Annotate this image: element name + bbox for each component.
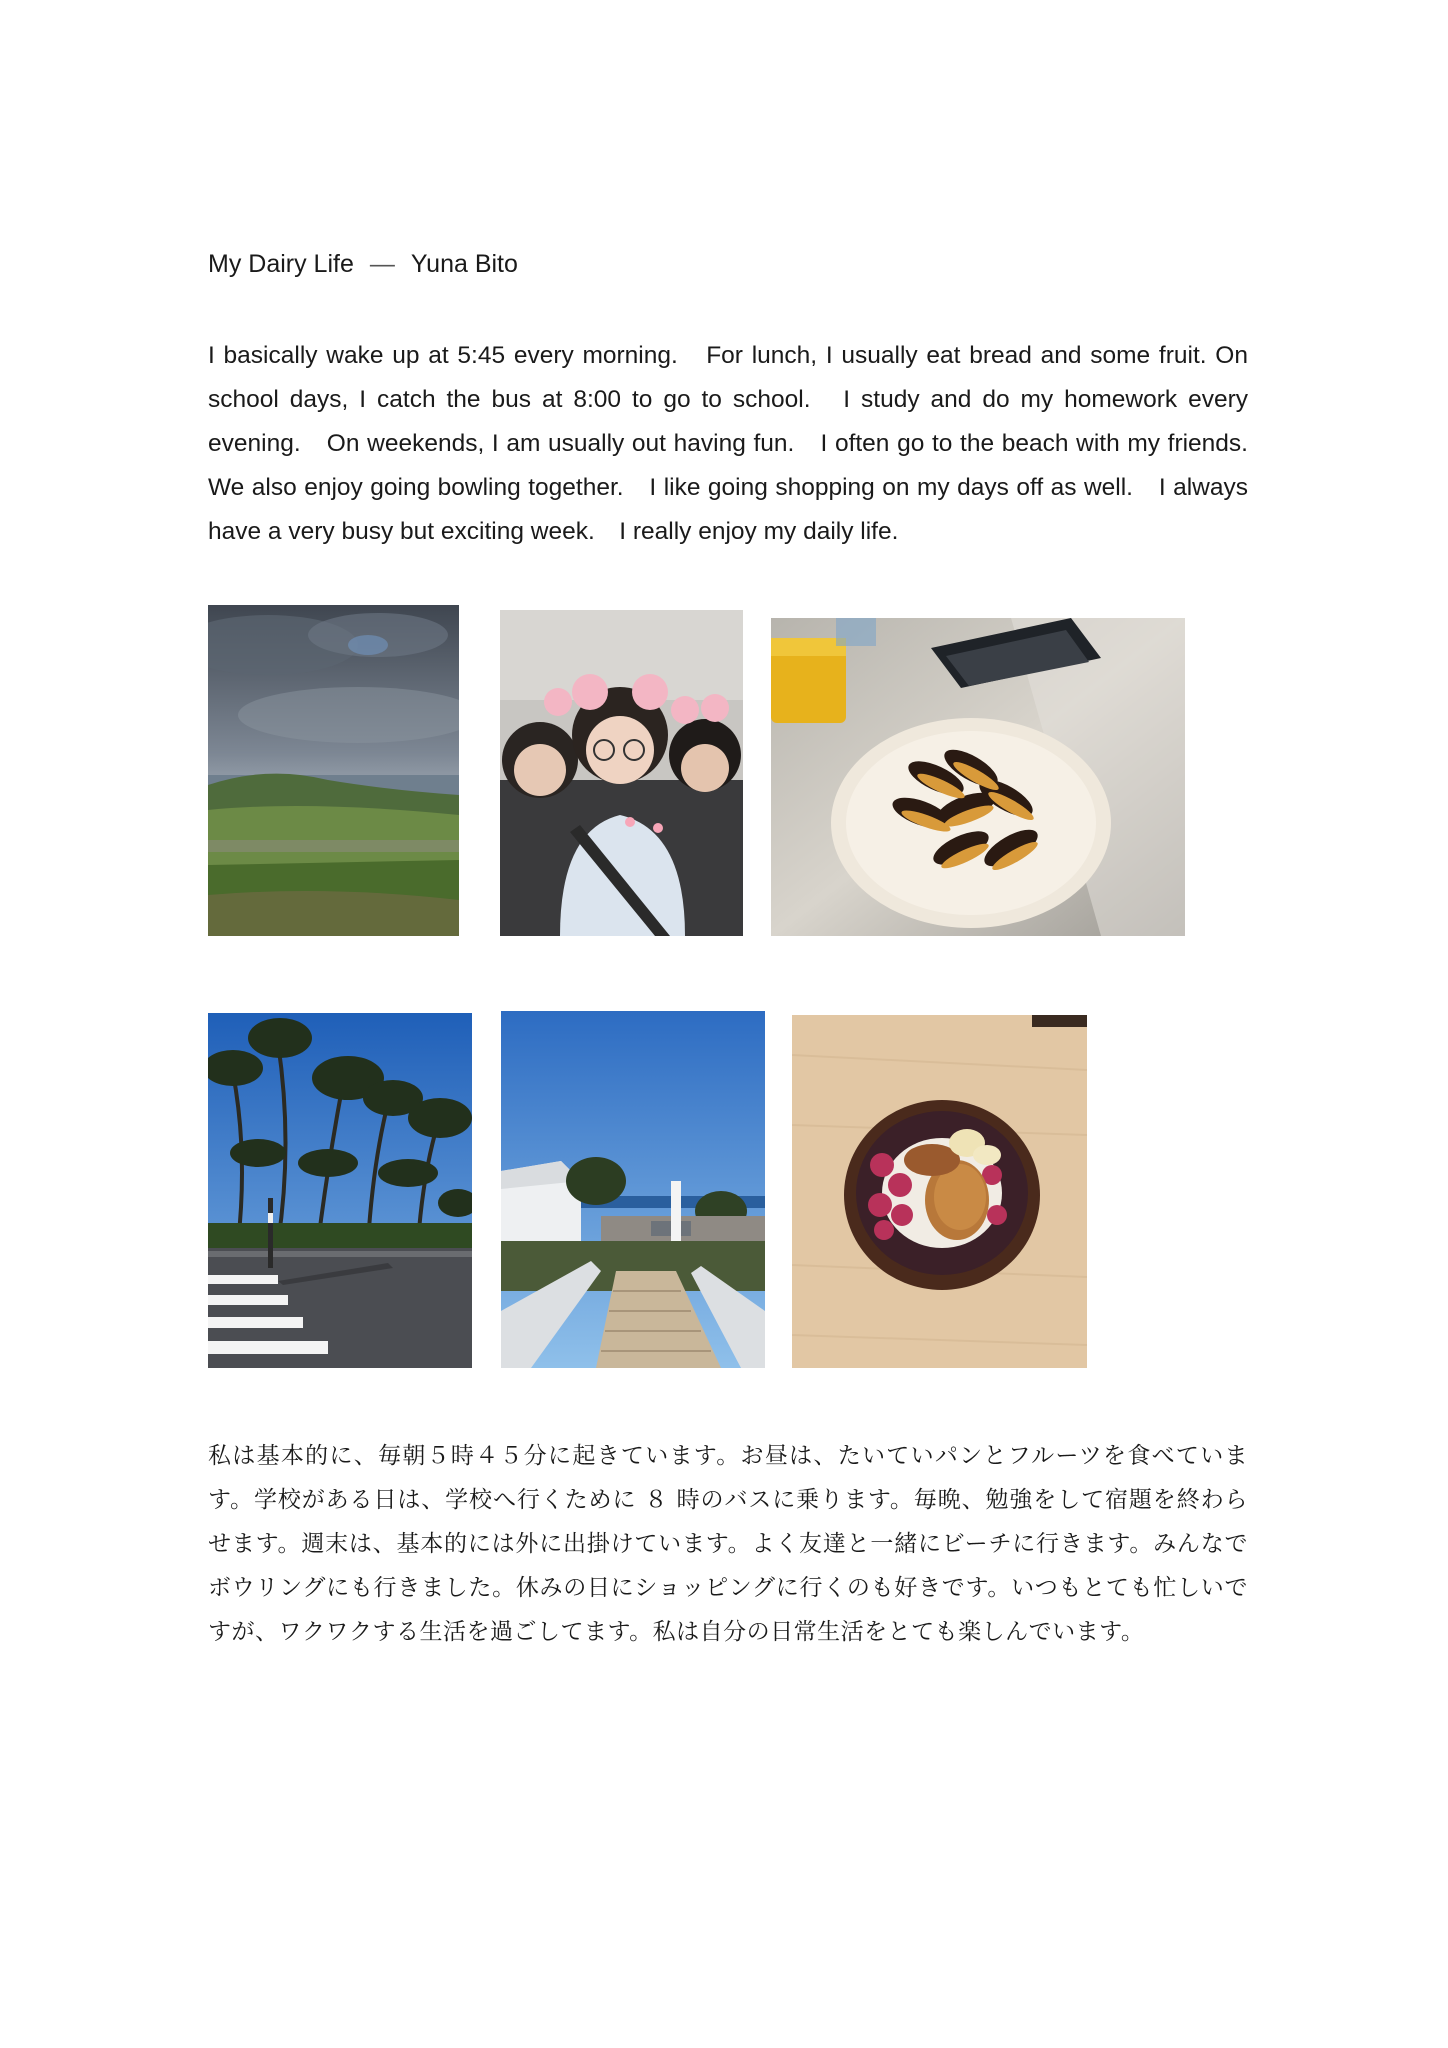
friends-selfie-photo (500, 610, 743, 936)
document-title (208, 248, 518, 280)
eclairs-plate-photo (771, 618, 1185, 936)
english-paragraph: I basically wake up at 5:45 every morning. For lunch, I usually eat bread and some fruit. On school days, I catch the bus at 8:00 to go to school. I study and do my homework every evening. On weekends, I am usually out having fun. I often go to the beach with my friends. We also enjoy going bowling together. I like going shopping on my days off as well. I always have a very busy but exciting week. I really enjoy my daily life. (208, 342, 1273, 545)
title-text: My Dairy Life (208, 250, 354, 278)
beach-stairs-photo (501, 1011, 765, 1368)
japanese-paragraph: 私は基本的に、毎朝５時４５分に起きています。お昼は、たいていパンとフルーツを食べています。学校がある日は、学校へ行くために ８ 時のバスに乗ります。毎晩、勉強をして宿題を終わらせます。週末は、基本的には外に出掛けています。よく友達と一緒にビーチに行きます。みんなでボウリングにも行きました。休みの日にショッピングに行くのも好きです。いつもとても忙しいですが、ワクワクする生活を過ごしてます。私は自分の日常生活をとても楽しんでいます。 (208, 1443, 1248, 1645)
acai-bowl-photo (792, 1015, 1087, 1368)
author-name: Yuna Bito (410, 250, 518, 278)
trees-crosswalk-photo (208, 1013, 472, 1368)
title-dash: — (369, 250, 395, 278)
coastal-landscape-photo (208, 605, 459, 936)
